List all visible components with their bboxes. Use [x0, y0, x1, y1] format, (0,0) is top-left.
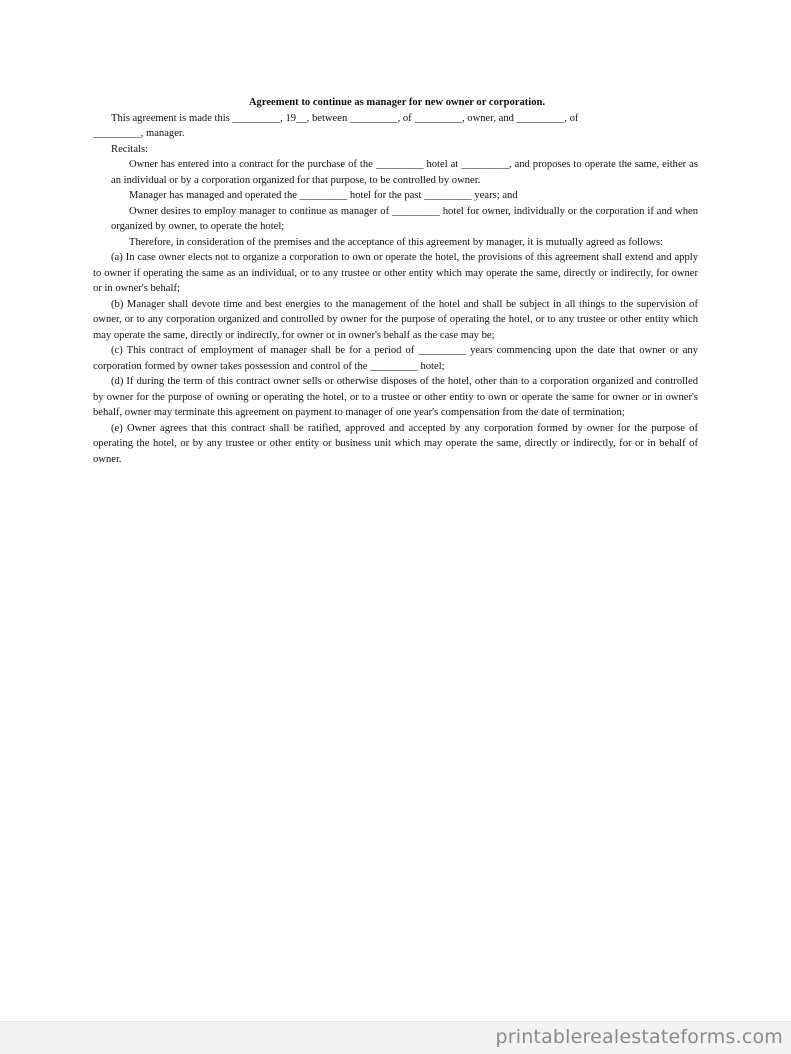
clause-a: (a) In case owner elects not to organize a corporation to own or operate the hotel, the provisions of this agreement shall extend and apply to owner if operating the same as an individual, or to any trustee or other entity which may operate the same, directly or indirectly, for owner or in owner's behalf;: [93, 252, 698, 294]
document-page: [93, 95, 698, 467]
document-title: Agreement to continue as manager for new owner or corporation.: [248, 97, 546, 108]
recital-1: Owner has entered into a contract for the purchase of the _________ hotel at _________, and proposes to operate the same, either as an individual or by a corporation organized for that purpose, to be controlled by owner.: [111, 159, 698, 186]
recital-2: Manager has managed and operated the _________ hotel for the past _________ years; and: [129, 190, 518, 201]
recitals-heading: Recitals:: [111, 143, 149, 155]
footer-site-watermark[interactable]: printablerealestateforms.com: [495, 1026, 783, 1048]
clause-d: (d) If during the term of this contract owner sells or otherwise disposes of the hotel, other than to a corporation organized and controlled by owner for the purpose of owning or operating the hotel, or to a trustee or other entity to own or operate the same for owner or in owner's behalf, owner may terminate this agreement on payment to manager of one year's compensation from the date of termination;: [93, 376, 698, 418]
footer-bar: [0, 1021, 791, 1054]
therefore-paragraph: Therefore, in consideration of the premises and the acceptance of this agreement by manager, it is mutually agreed as follows:: [129, 236, 664, 248]
intro-line-2: _________, manager.: [93, 128, 185, 139]
clause-e: (e) Owner agrees that this contract shall be ratified, approved and accepted by any corporation formed by owner for the purpose of operating the hotel, or by any trustee or other entity or business unit which may operate the same, directly or indirectly, for or in behalf of owner.: [93, 422, 698, 465]
clause-c: (c) This contract of employment of manager shall be for a period of _________ years commencing upon the date that owner or any corporation formed by owner takes possession and control of the _________ hotel;: [93, 345, 698, 372]
clause-b: (b) Manager shall devote time and best energies to the management of the hotel and shall be subject in all things to the supervision of owner, or to any corporation organized and controlled by owner for the purpose of operating the hotel, or to any trustee or other entity which may operate the same, directly or indirectly, for owner or in owner's behalf as the case may be;: [93, 298, 698, 341]
intro-line-1: This agreement is made this _________, 19__, between _________, of _________, owner, and _________, of: [111, 112, 579, 124]
recital-3: Owner desires to employ manager to continue as manager of _________ hotel for owner, individually or the corporation if and when organized by owner, to operate the hotel;: [111, 205, 698, 232]
